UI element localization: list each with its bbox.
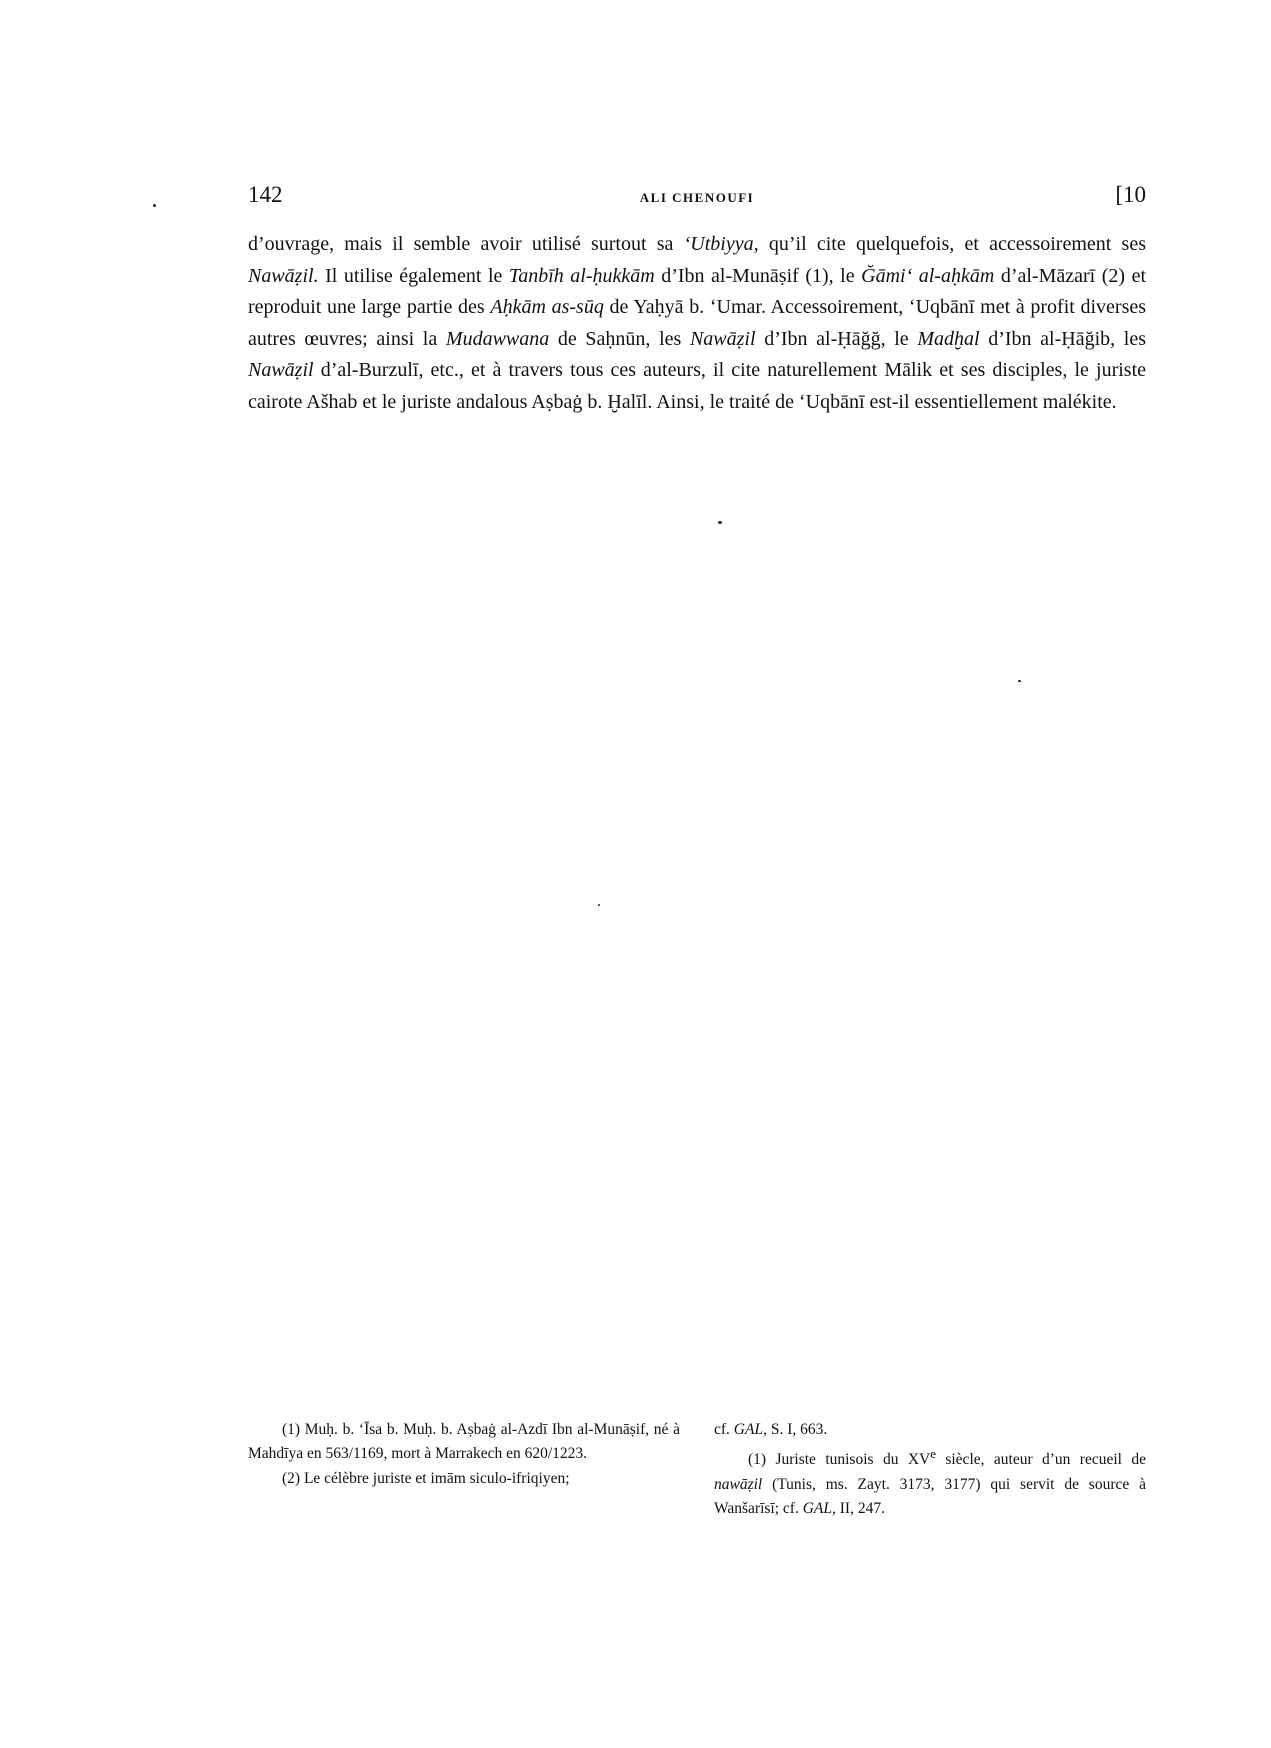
footnote-superscript: e	[930, 1446, 936, 1462]
work-title: Mudawwana	[445, 327, 550, 350]
running-head: ALI CHENOUFI	[639, 190, 755, 205]
footnote-work-title: GAL,	[802, 1500, 836, 1518]
footnote-text: S. I, 663.	[766, 1421, 828, 1438]
page-number: 142	[248, 182, 283, 207]
scan-speck	[718, 521, 722, 524]
footnotes	[248, 1418, 1146, 1521]
footnote-work-title: GAL,	[733, 1421, 767, 1438]
footnote-2: (2) Le célèbre juriste et imām siculo-ifriqiyen;	[282, 1469, 570, 1487]
body-text-segment: d’al-Māzarī (2) et reproduit une large partie des	[248, 264, 1147, 318]
footnote-text: II, 247.	[835, 1500, 885, 1518]
footnotes-right-column	[714, 1418, 1146, 1521]
body-text-segment: d’Ibn al-Munāṣif (1), le	[654, 264, 862, 287]
footnote-1: (1) Muḥ. b. ‘Īsa b. Muḥ. b. Aṣbaġ al-Azdī Ibn al-Munāṣif, né à Mahdīya en 563/1169, mort à Marrakech en 620/1223.	[248, 1421, 680, 1463]
footnote-text: (1) Juriste tunisois du XV	[748, 1451, 931, 1469]
body-text-segment: de Yaḥyā b. ‘Umar. Accessoirement, ‘Uqbānī met à profit diverses autres œuvres; ainsi la	[248, 296, 1147, 350]
work-title: ‘Utbiyya,	[683, 233, 759, 255]
section-mark: [10	[1115, 182, 1146, 207]
footnote-1-secondary	[714, 1442, 1146, 1521]
work-title: Nawāẓil	[248, 359, 314, 381]
body-text-segment: qu’il cite quelquefois, et accessoirement ses	[758, 233, 1146, 255]
work-title: Nawāẓil.	[248, 264, 319, 287]
scan-speck	[1018, 680, 1021, 682]
footnote-work-title: nawāẓil	[714, 1475, 763, 1493]
page-header	[248, 182, 1146, 218]
work-title: Nawāẓil	[689, 327, 756, 350]
work-title: Tanbīh al-ḥukkām	[508, 264, 655, 287]
body-text-segment: de Saḥnūn, les	[549, 327, 690, 350]
body-text-segment: d’al-Burzulī, etc., et à travers tous ces auteurs, il cite naturellement Mālik et ses disciples, le juriste cairote Ašhab et le juriste andalous Aṣbaġ b. Ḫalīl. Ainsi, le traité de ‘Uqbānī est-il essentiellement malékite.	[248, 359, 1146, 413]
footnote-text: siècle, auteur d’un recueil de	[935, 1451, 1146, 1469]
scan-speck	[153, 204, 156, 207]
work-title: Aḥkām as-sūq	[490, 296, 604, 318]
body-text-segment: d’Ibn al-Ḥāğib, les	[979, 327, 1147, 350]
footnotes-left-column	[248, 1418, 680, 1521]
body-text-segment: d’Ibn al-Ḥāğğ, le	[755, 327, 918, 350]
scan-speck	[598, 904, 600, 906]
body-text-segment: Il utilise également le	[318, 264, 509, 287]
footnote-text: cf.	[714, 1421, 734, 1438]
body-text-segment: d’ouvrage, mais il semble avoir utilisé surtout sa	[248, 233, 684, 255]
work-title: Madḫal	[917, 327, 980, 350]
footnote-text: (Tunis, ms. Zayt. 3173, 3177) qui servit de source à Wanšarīsī; cf.	[714, 1475, 1146, 1518]
work-title: Ğāmi‘ al-aḥkām	[861, 264, 995, 287]
body-paragraph	[248, 229, 1146, 418]
footnote-2-continuation	[714, 1418, 1146, 1442]
